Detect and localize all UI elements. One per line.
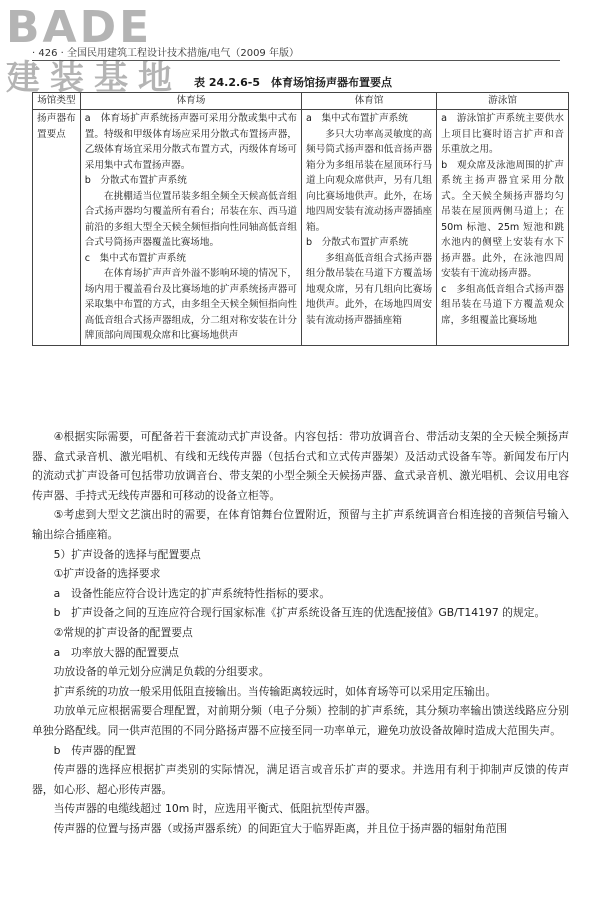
watermark-brand-en: BADE xyxy=(6,2,153,53)
subheading-microphone: b 传声器的配置 xyxy=(53,743,137,757)
gym-item-a-text: 多只大功率高灵敏度的高频号筒式扬声器和低音扬声器箱分为多组吊装在屋顶环行马道上向观众席供声，另有几组向比赛场地供声。此外，在场地四周安装有流动扬声器插座箱。 xyxy=(306,128,433,233)
pool-item-a: a 游泳馆扩声系统主要供水上项目比赛时语言扩声和音乐重放之用。 xyxy=(441,113,564,155)
paragraph-req-b: b 扩声设备之间的互连应符合现行国家标准《扩声系统设备互连的优选配接值》GB/T14197 的规定。 xyxy=(53,606,546,620)
subheading-selection: ①扩声设备的选择要求 xyxy=(53,567,161,581)
subheading-configuration: ②常规的扩声设备的配置要点 xyxy=(53,625,193,639)
gym-item-a-title: a 集中式布置扩声系统 xyxy=(306,113,408,124)
gym-item-b-title: b 分散式布置扩声系统 xyxy=(306,237,409,248)
header-gymnasium: 体育馆 xyxy=(302,93,437,110)
paragraph-mic-2: 当传声器的电缆线超过 10m 时，应选用平衡式、低阻抗型传声器。 xyxy=(53,802,377,816)
paragraph-req-a: a 设备性能应符合设计选定的扩声系统特性指标的要求。 xyxy=(53,586,331,600)
paragraph-mic-3: 传声器的位置与扬声器（或扬声器系统）的间距宜大于临界距离，并且位于扬声器的辐射角范围 xyxy=(53,821,508,835)
row-label: 扬声器布置要点 xyxy=(33,110,81,346)
header-stadium: 体育场 xyxy=(80,93,301,110)
pool-item-b: b 观众席及泳池周围的扩声系统主扬声器宜采用分散式。全天候全频扬声器均匀吊装在屋顶两侧马道上；在 50m 标池、25m 短池和跳水池内的侧壁上安装有水下扬声器。此外，在泳池四周安装有干流动扬声器。 xyxy=(441,159,564,279)
stadium-item-b-title: b 分散式布置扩声系统 xyxy=(84,175,187,186)
pool-item-c: c 多组高低音组合式扬声器组吊装在马道下方覆盖观众席，多组覆盖比赛场地 xyxy=(441,283,564,326)
paragraph-amp-3: 功放单元应根据需要合理配置，对前期分频（电子分频）控制的扩声系统，其分频功率输出馈送线路应分别单独分路配线。同一供声范围的不同分路扬声器不应接至同一功率单元，避免功放设备故障时造成大范围失声。 xyxy=(32,704,569,737)
header-rule xyxy=(32,60,560,61)
gym-item-b-text: 多组高低音组合式扬声器组分散吊装在马道下方覆盖场地观众席，另有几组向比赛场地供声。此外，在场地四周安装有流动扬声器插座箱 xyxy=(306,252,433,326)
stadium-cell xyxy=(80,110,301,346)
speaker-layout-table xyxy=(32,92,569,346)
subheading-amplifier: a 功率放大器的配置要点 xyxy=(53,645,179,659)
pool-cell xyxy=(437,110,569,346)
table-caption: 表 24.2.6-5 体育场馆扬声器布置要点 xyxy=(194,76,393,89)
header-venue-type: 场馆类型 xyxy=(33,93,81,110)
paragraph-amp-1: 功放设备的单元划分应满足负载的分组要求。 xyxy=(53,665,270,679)
paragraph-stage-socket: ⑤考虑到大型文艺演出时的需要，在体育馆舞台位置附近，预留与主扩声系统调音台相连接的音频信号输入输出综合插座箱。 xyxy=(32,508,569,541)
stadium-item-b-text: 在挑棚适当位置吊装多组全频全天候高低音组合式扬声器均匀覆盖所有看台；吊装在东、西马道前沿的多组大型全天候全频恒指向性同轴高低音组合式号筒扬声器覆盖比赛场地。 xyxy=(84,190,298,248)
paragraph-amp-2: 扩声系统的功放一般采用低阻直接输出。当传输距离较远时，如体育场等可以采用定压输出。 xyxy=(53,684,497,698)
watermark-brand-cn: 建装基地 xyxy=(6,58,182,98)
running-head: · 426 · 全国民用建筑工程设计技术措施/电气（2009 年版） xyxy=(32,48,299,59)
section-heading-5: 5）扩声设备的选择与配置要点 xyxy=(53,547,201,561)
paragraph-mobile-equipment: ④根据实际需要，可配备若干套流动式扩声设备。内容包括：带功放调音台、带活动支架的全天候全频扬声器、盒式录音机、激光唱机、有线和无线传声器（包括台式和立式传声器架）及活动式设备车等。新闻发布厅内的流动式扩声设备可包括带功放调音台、带支架的小型全频全天候扬声器、盒式录音机、激光唱机、会议用电容传声器、手持式无线传声器和可移动的设备立柜等。 xyxy=(32,430,569,502)
paragraph-mic-1: 传声器的选择应根据扩声类别的实际情况，满足语言或音乐扩声的要求。并选用有利于抑制声反馈的传声器，如心形、超心形传声器。 xyxy=(32,763,569,796)
stadium-item-a: a 体育场扩声系统扬声器可采用分散或集中式布置。特级和甲级体育场应采用分散式布置扬声器，乙级体育场宜采用分散式布置方式，丙级体育场可采用集中式布置扬声器。 xyxy=(84,113,298,171)
table-row xyxy=(33,110,569,346)
gym-cell xyxy=(302,110,437,346)
body-text xyxy=(32,427,569,838)
stadium-item-c-text: 在体育场扩声声音外溢不影响环境的情况下，场内用于覆盖看台及比赛场地的扩声系统扬声器可采取集中布置的方式，由多组全天候全频恒指向性高低音组合式扬声器组成，分二组对称安装在计分牌顶部向周围观众席和比赛场地供声 xyxy=(84,268,298,341)
stadium-item-c-title: c 集中式布置扩声系统 xyxy=(84,252,186,264)
table-header-row xyxy=(33,93,569,110)
header-natatorium: 游泳馆 xyxy=(437,93,569,110)
